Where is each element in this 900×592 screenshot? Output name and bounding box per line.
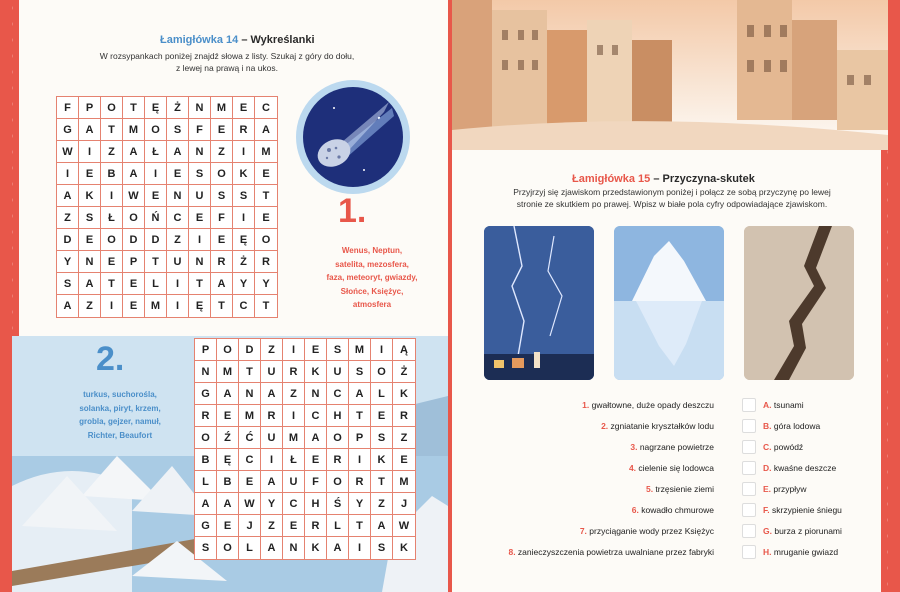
wordlist-line: faza, meteoryt, gwiazdy, [326, 273, 418, 282]
grid-cell[interactable]: Ę [217, 449, 239, 471]
grid-cell[interactable]: G [195, 383, 217, 405]
cause-item [580, 526, 714, 536]
grid-cell[interactable]: E [79, 229, 101, 251]
cause-item [629, 463, 714, 473]
grid-cell[interactable]: M [283, 427, 305, 449]
grid-cell[interactable]: I [57, 163, 79, 185]
grid-cell[interactable]: O [101, 97, 123, 119]
grid-cell[interactable]: I [233, 207, 255, 229]
grid-cell[interactable]: Y [233, 273, 255, 295]
grid-cell[interactable]: H [305, 493, 327, 515]
grid-cell[interactable]: C [233, 295, 255, 317]
grid-cell[interactable]: L [195, 471, 217, 493]
grid-cell[interactable]: O [101, 229, 123, 251]
effect-letter: G. [763, 526, 775, 536]
grid-cell[interactable]: A [217, 493, 239, 515]
grid-cell[interactable]: A [79, 273, 101, 295]
grid-cell[interactable]: R [393, 405, 415, 427]
puzzle14-instruction-line1: W rozsypankach poniżej znajdź słowa z listy. Szukaj z góry do dołu, [99, 51, 355, 61]
grid-cell[interactable]: Ż [167, 97, 189, 119]
grid-cell[interactable]: I [167, 295, 189, 317]
effect-item [763, 463, 836, 473]
grid-cell[interactable]: D [239, 339, 261, 361]
effect-letter: B. [763, 421, 774, 431]
effect-item [763, 526, 842, 536]
cause-number: 2. [601, 421, 611, 431]
grid-cell[interactable]: T [211, 295, 233, 317]
grid-cell[interactable]: N [239, 383, 261, 405]
grid-cell[interactable]: Y [261, 493, 283, 515]
grid-cell[interactable]: C [283, 493, 305, 515]
cause-number: 8. [508, 547, 518, 557]
grid-cell[interactable]: K [371, 449, 393, 471]
grid-cell[interactable]: S [57, 273, 79, 295]
wordlist-line: Wenus, Neptun, [341, 246, 403, 255]
grid-cell[interactable]: J [393, 493, 415, 515]
grid-cell[interactable]: T [189, 273, 211, 295]
effect-item [763, 442, 803, 452]
puzzle15-instruction [472, 186, 872, 210]
grid-cell[interactable]: L [371, 383, 393, 405]
grid-cell[interactable]: K [305, 537, 327, 559]
grid-cell[interactable]: M [217, 361, 239, 383]
cause-text: cielenie się lodowca [638, 463, 714, 473]
grid-cell[interactable]: Ł [101, 207, 123, 229]
grid-cell[interactable]: R [305, 515, 327, 537]
grid-cell[interactable]: Y [349, 493, 371, 515]
wordsearch-grid-2[interactable] [194, 338, 416, 560]
grid-cell[interactable]: B [195, 449, 217, 471]
grid-cell[interactable]: C [167, 207, 189, 229]
grid-cell[interactable]: Ń [145, 207, 167, 229]
answer-box[interactable] [742, 440, 756, 454]
grid-cell[interactable]: Y [255, 273, 277, 295]
grid-cell[interactable]: N [79, 251, 101, 273]
grid-cell[interactable]: A [349, 383, 371, 405]
grid-cell[interactable]: Ę [233, 229, 255, 251]
cause-number: 5. [645, 484, 656, 494]
grid-cell[interactable]: F [305, 471, 327, 493]
grid-cell[interactable]: K [79, 185, 101, 207]
grid-cell[interactable]: I [261, 449, 283, 471]
grid-cell[interactable]: E [145, 185, 167, 207]
grid-cell[interactable]: Z [211, 141, 233, 163]
grid-cell[interactable]: R [283, 361, 305, 383]
grid-cell[interactable]: K [400, 542, 408, 554]
grid-cell[interactable]: Z [371, 493, 393, 515]
puzzle15-number: Łamigłówka 15 [572, 173, 651, 185]
grid-cell[interactable]: Z [283, 383, 305, 405]
grid-cell[interactable]: A [123, 141, 145, 163]
grid-cell[interactable]: O [327, 471, 349, 493]
puzzle15-instruction-line2: stronie ze skutkiem po prawej. Wpisz w białe pola cyfry odpowiadające zjawiskom. [516, 199, 828, 209]
grid-cell[interactable]: A [167, 141, 189, 163]
grid-cell[interactable]: W [393, 515, 415, 537]
grid-cell[interactable]: E [393, 449, 415, 471]
grid-cell[interactable]: Ś [327, 493, 349, 515]
grid-cell[interactable]: B [217, 471, 239, 493]
town-illustration [452, 0, 888, 150]
grid-cell[interactable]: T [101, 119, 123, 141]
effect-letter: C. [763, 442, 774, 452]
answer-box[interactable] [742, 545, 756, 559]
answer-box[interactable] [742, 503, 756, 517]
effect-item [763, 484, 806, 494]
grid-cell[interactable]: E [79, 163, 101, 185]
effect-item [763, 421, 820, 431]
effect-letter: D. [763, 463, 774, 473]
grid-cell[interactable]: S [195, 537, 217, 559]
grid-cell[interactable]: S [371, 537, 393, 559]
wordlist-line: Słońce, Księżyc, [340, 286, 404, 296]
puzzle14-title-text: – Wykreślanki [238, 34, 315, 46]
grid-cell[interactable]: D [57, 229, 79, 251]
effect-item [763, 547, 838, 557]
grid-cell[interactable]: T [239, 361, 261, 383]
effect-item [763, 400, 804, 410]
grid-cell[interactable]: E [123, 295, 145, 317]
grid-cell[interactable]: L [327, 515, 349, 537]
grid-cell[interactable]: E [101, 251, 123, 273]
grid-cell[interactable]: S [167, 119, 189, 141]
grid-cell[interactable]: P [123, 251, 145, 273]
puzzle15-title [572, 173, 755, 185]
grid-cell[interactable]: A [57, 185, 79, 207]
grid-cell[interactable]: G [57, 119, 79, 141]
grid-cell[interactable]: E [211, 119, 233, 141]
grid-cell[interactable]: P [195, 339, 217, 361]
grid-cell[interactable]: T [371, 471, 393, 493]
puzzle14-title [160, 34, 315, 46]
grid-cell[interactable]: N [283, 537, 305, 559]
cause-text: gwałtowne, duże opady deszczu [591, 400, 714, 410]
wordlist-line: atmosfera [352, 300, 392, 309]
grid-cell[interactable]: A [261, 537, 283, 559]
grid-cell[interactable]: Z [167, 229, 189, 251]
grid-cell[interactable]: I [371, 339, 393, 361]
grid-cell[interactable]: U [327, 361, 349, 383]
grid-cell[interactable]: E [123, 273, 145, 295]
cause-text: trzęsienie ziemi [655, 484, 714, 494]
right-page [452, 0, 888, 592]
grid-cell[interactable]: A [255, 119, 277, 141]
grid-cell[interactable]: N [167, 185, 189, 207]
grid-cell[interactable]: E [217, 405, 239, 427]
grid-cell[interactable]: Z [393, 427, 415, 449]
grid-cell[interactable]: E [255, 207, 277, 229]
grid-cell[interactable]: U [261, 427, 283, 449]
effect-letter: F. [763, 505, 772, 515]
grid-cell[interactable]: O [371, 361, 393, 383]
grid-cell[interactable]: E [217, 515, 239, 537]
cause-number: 6. [631, 505, 642, 515]
grid-cell[interactable]: N [195, 361, 217, 383]
effect-letter: E. [763, 484, 774, 494]
effect-letter: H. [763, 547, 774, 557]
grid-cell[interactable]: C [239, 449, 261, 471]
effect-text: tsunami [773, 400, 804, 410]
grid-cell[interactable]: L [145, 273, 167, 295]
grid-cell[interactable]: N [189, 251, 211, 273]
grid-cell[interactable]: E [283, 515, 305, 537]
grid-cell[interactable]: A [371, 515, 393, 537]
grid-cell[interactable]: B [101, 163, 123, 185]
grid-cell[interactable]: T [349, 515, 371, 537]
puzzle15-title-text: – Przyczyna-skutek [650, 173, 755, 185]
grid-cell[interactable]: Ż [233, 251, 255, 273]
cause-text: zgniatanie kryształków lodu [610, 421, 714, 431]
wordlist-2 [52, 388, 188, 442]
grid-cell[interactable]: I [167, 273, 189, 295]
grid-cell[interactable]: F [211, 207, 233, 229]
grid-cell[interactable]: R [211, 251, 233, 273]
puzzle14-instruction [82, 50, 372, 74]
grid-cell[interactable]: F [57, 97, 79, 119]
grid-cell[interactable]: M [349, 339, 371, 361]
grid-cell[interactable]: R [261, 405, 283, 427]
cause-item [508, 547, 714, 557]
grid-cell[interactable]: Ę [189, 295, 211, 317]
grid-cell[interactable]: Ą [393, 339, 415, 361]
grid-cell[interactable]: Z [57, 207, 79, 229]
grid-cell[interactable]: K [393, 383, 415, 405]
grid-cell[interactable]: R [195, 405, 217, 427]
grid-cell[interactable]: S [349, 361, 371, 383]
marker-2: 2. [96, 340, 125, 378]
wordlist-line: grobla, gejzer, namuł, [79, 417, 161, 426]
grid-cell[interactable]: R [255, 251, 277, 273]
grid-cell[interactable]: I [283, 339, 305, 361]
grid-cell[interactable]: W [57, 141, 79, 163]
grid-cell[interactable]: U [261, 361, 283, 383]
grid-cell[interactable]: L [239, 537, 261, 559]
grid-cell[interactable]: E [305, 449, 327, 471]
effect-item [763, 505, 842, 515]
grid-cell[interactable]: N [189, 97, 211, 119]
grid-cell[interactable]: G [195, 515, 217, 537]
grid-cell[interactable]: O [123, 207, 145, 229]
grid-cell[interactable]: T [145, 251, 167, 273]
grid-cell[interactable]: A [305, 427, 327, 449]
grid-cell[interactable]: Y [57, 251, 79, 273]
cause-text: przyciąganie wody przez Księżyc [589, 526, 714, 536]
grid-cell[interactable]: J [239, 515, 261, 537]
grid-cell[interactable]: I [349, 449, 371, 471]
grid-cell[interactable]: I [233, 141, 255, 163]
puzzle14-number: Łamigłówka 14 [160, 34, 239, 46]
puzzle15-instruction-line1: Przyjrzyj się zjawiskom przedstawionym poniżej i połącz ze sobą przyczynę po lewej [513, 187, 831, 197]
grid-cell[interactable]: N [305, 383, 327, 405]
grid-cell[interactable]: H [327, 405, 349, 427]
grid-cell[interactable]: E [239, 471, 261, 493]
grid-cell[interactable]: M [211, 97, 233, 119]
grid-cell[interactable]: T [101, 273, 123, 295]
cause-item [632, 505, 714, 515]
grid-cell[interactable]: Ć [239, 427, 261, 449]
grid-cell[interactable]: A [211, 273, 233, 295]
grid-cell[interactable]: T [255, 185, 277, 207]
left-page [12, 0, 448, 592]
grid-cell[interactable]: U [167, 251, 189, 273]
grid-cell[interactable]: K [305, 361, 327, 383]
grid-cell[interactable]: O [327, 427, 349, 449]
grid-cell[interactable]: R [233, 119, 255, 141]
grid-cell[interactable]: I [79, 141, 101, 163]
grid-cell[interactable]: P [349, 427, 371, 449]
grid-cell[interactable]: A [195, 493, 217, 515]
grid-cell[interactable]: M [123, 119, 145, 141]
iceberg-picture [614, 226, 724, 380]
grid-cell[interactable]: O [145, 119, 167, 141]
cause-number: 4. [628, 463, 639, 473]
grid-cell[interactable]: S [189, 163, 211, 185]
grid-cell[interactable]: T [262, 300, 270, 312]
cause-text: zanieczyszczenia powietrza uwalniane przez fabryki [517, 547, 714, 557]
effect-text: mruganie gwiazd [773, 547, 839, 557]
marker-1: 1. [338, 192, 367, 230]
earthquake-picture [744, 226, 854, 380]
cause-item [601, 421, 714, 431]
grid-cell[interactable]: A [261, 471, 283, 493]
grid-cell[interactable]: I [189, 229, 211, 251]
grid-cell[interactable]: Z [261, 339, 283, 361]
grid-cell[interactable]: Ł [283, 449, 305, 471]
grid-cell[interactable]: A [123, 163, 145, 185]
storm-picture [484, 226, 594, 380]
grid-cell[interactable]: P [79, 97, 101, 119]
grid-cell[interactable]: O [211, 163, 233, 185]
grid-cell[interactable]: A [327, 537, 349, 559]
grid-cell[interactable]: E [211, 229, 233, 251]
answer-box[interactable] [742, 524, 756, 538]
cause-text: nagrzane powietrze [639, 442, 714, 452]
grid-cell[interactable]: Z [261, 515, 283, 537]
wordlist-line: solanka, piryt, krzem, [79, 403, 161, 413]
grid-cell[interactable]: C [305, 405, 327, 427]
grid-cell[interactable]: O [255, 229, 277, 251]
grid-cell[interactable]: U [189, 185, 211, 207]
grid-cell[interactable]: I [101, 295, 123, 317]
answer-box[interactable] [742, 398, 756, 412]
grid-cell[interactable]: M [393, 471, 415, 493]
cause-item [630, 442, 714, 452]
grid-cell[interactable]: E [371, 405, 393, 427]
grid-cell[interactable]: R [327, 449, 349, 471]
effect-text: przypływ [773, 484, 807, 494]
grid-cell[interactable]: N [189, 141, 211, 163]
grid-cell[interactable]: M [145, 295, 167, 317]
cause-text: kowadło chmurowe [641, 505, 714, 515]
grid-cell[interactable]: O [195, 427, 217, 449]
grid-cell[interactable]: W [239, 493, 261, 515]
cause-number: 7. [579, 526, 590, 536]
grid-cell[interactable]: E [305, 339, 327, 361]
grid-cell[interactable]: D [123, 229, 145, 251]
grid-cell[interactable]: D [145, 229, 167, 251]
effect-text: skrzypienie śniegu [771, 505, 842, 515]
wordlist-1 [304, 244, 440, 312]
grid-cell[interactable]: E [255, 163, 277, 185]
wordlist-line: Richter, Beaufort [87, 430, 153, 440]
grid-cell[interactable]: T [349, 405, 371, 427]
effect-text: kwaśne deszcze [773, 463, 837, 473]
wordlist-line: satelita, mezosfera, [335, 259, 409, 269]
grid-cell[interactable]: F [189, 119, 211, 141]
grid-cell[interactable]: E [233, 97, 255, 119]
cause-item [582, 400, 714, 410]
wordsearch-grid-1[interactable] [56, 96, 278, 318]
grid-cell[interactable]: S [327, 339, 349, 361]
grid-cell[interactable]: S [211, 185, 233, 207]
cause-number: 3. [630, 442, 640, 452]
answer-box[interactable] [742, 419, 756, 433]
grid-cell[interactable]: O [217, 339, 239, 361]
grid-cell[interactable]: E [189, 207, 211, 229]
grid-cell[interactable]: W [123, 185, 145, 207]
answer-box[interactable] [742, 482, 756, 496]
grid-cell[interactable]: A [57, 295, 79, 317]
wordlist-line: turkus, suchorośla, [83, 390, 157, 399]
grid-cell[interactable]: I [283, 405, 305, 427]
cause-number: 1. [582, 400, 592, 410]
grid-cell[interactable]: T [123, 97, 145, 119]
grid-cell[interactable]: Z [101, 141, 123, 163]
grid-cell[interactable]: R [349, 471, 371, 493]
effect-text: góra lodowa [773, 421, 821, 431]
grid-cell[interactable]: A [261, 383, 283, 405]
grid-cell[interactable]: S [79, 207, 101, 229]
grid-cell[interactable]: Z [79, 295, 101, 317]
grid-cell[interactable]: A [217, 383, 239, 405]
grid-cell[interactable]: A [79, 119, 101, 141]
grid-cell[interactable]: I [349, 537, 371, 559]
grid-cell[interactable]: O [217, 537, 239, 559]
comet-illustration [294, 78, 412, 196]
grid-cell[interactable]: S [233, 185, 255, 207]
grid-cell[interactable]: K [233, 163, 255, 185]
effect-text: burza z piorunami [774, 526, 842, 536]
grid-cell[interactable]: I [145, 163, 167, 185]
effect-letter: A. [763, 400, 774, 410]
puzzle14-instruction-line2: z lewej na prawą i na ukos. [175, 63, 279, 73]
grid-cell[interactable]: C [327, 383, 349, 405]
grid-cell[interactable]: C [255, 97, 277, 119]
cause-item [646, 484, 714, 494]
grid-cell[interactable]: I [101, 185, 123, 207]
effect-text: powódź [773, 442, 804, 452]
grid-cell[interactable]: M [239, 405, 261, 427]
grid-cell[interactable]: Ż [393, 361, 415, 383]
grid-cell[interactable]: Ź [217, 427, 239, 449]
grid-cell[interactable]: S [371, 427, 393, 449]
grid-cell[interactable]: U [283, 471, 305, 493]
grid-cell[interactable]: Ł [145, 141, 167, 163]
answer-box[interactable] [742, 461, 756, 475]
grid-cell[interactable]: M [255, 141, 277, 163]
grid-cell[interactable]: E [167, 163, 189, 185]
grid-cell[interactable]: Ę [145, 97, 167, 119]
